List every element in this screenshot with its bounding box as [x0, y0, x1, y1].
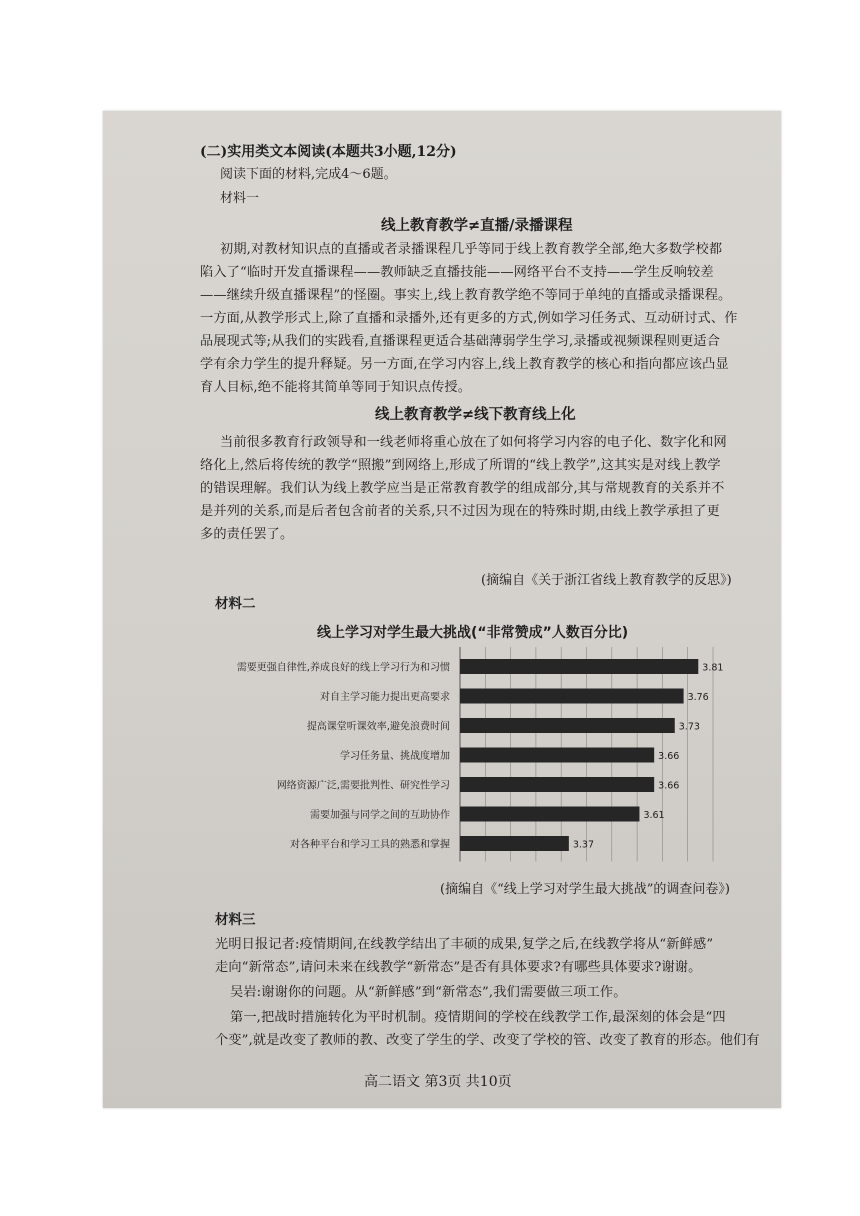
chart-title: 线上学习对学生最大挑战(“非常赞成”人数百分比) [317, 625, 629, 641]
bar-value-label: 3.76 [687, 692, 709, 703]
bar [460, 718, 675, 733]
page-footer: 高二语文 第3页 共10页 [364, 1074, 512, 1090]
text-line: 陷入了“临时开发直播课程——教师缺乏直播技能——网络平台不支持——学生反响较差 [200, 265, 714, 280]
category-label: 提高课堂听课效率,避免浪费时间 [306, 721, 450, 733]
material1-source: (摘编自《关于浙江省线上教育教学的反思》) [481, 573, 732, 588]
exam-page [103, 111, 781, 1108]
section-header: (二)实用类文本阅读(本题共3小题,12分) [200, 144, 457, 160]
category-label: 需要更强自律性,养成良好的线上学习行为和习惯 [236, 662, 450, 674]
material3-paragraph2: 吴岩:谢谢你的问题。从“新鲜感”到“新常态”,我们需要做三项工作。 [230, 985, 627, 1000]
category-label: 对自主学习能力提出更高要求 [320, 692, 450, 703]
text-line: 个变”,就是改变了教师的教、改变了学生的学、改变了学校的管、改变了教育的形态。他们有 [215, 1033, 760, 1048]
text-line: 一方面,从教学形式上,除了直播和录播外,还有更多的方式,例如学习任务式、互动研讨式、作 [200, 311, 738, 326]
text-line: 走向“新常态”,请问未来在线教学“新常态”是否有具体要求?有哪些具体要求?谢谢。 [215, 960, 702, 975]
bar [460, 807, 639, 822]
bar-value-label: 3.66 [658, 751, 680, 762]
category-label: 学习任务量、挑战度增加 [340, 751, 450, 762]
material2-source: (摘编自《“线上学习对学生最大挑战”的调查问卷》) [440, 882, 730, 897]
bar-value-label: 3.61 [643, 810, 665, 821]
text-line: 品展现式等;从我们的实践看,直播课程更适合基础薄弱学生学习,录播或视频课程则更适合 [200, 334, 721, 349]
category-label: 网络资源广泛,需要批判性、研究性学习 [276, 780, 450, 792]
text-line: ——继续升级直播课程”的怪圈。事实上,线上教育教学绝不等同于单纯的直播或录播课程。 [200, 288, 732, 303]
bar-value-label: 3.81 [702, 662, 724, 674]
category-label: 对各种平台和学习工具的熟悉和掌握 [290, 839, 450, 851]
instruction-text: 阅读下面的材料,完成4～6题。 [220, 167, 397, 182]
text-line: 育人目标,绝不能将其简单等同于知识点传授。 [200, 380, 472, 395]
bar [460, 689, 684, 704]
bar [460, 748, 654, 763]
bar [460, 777, 654, 792]
text-line: 的错误理解。我们认为线上教学应当是正常教育教学的组成部分,其与常规教育的关系并不 [200, 481, 725, 496]
chart-plot [103, 641, 781, 871]
text-line: 初期,对教材知识点的直播或者录播课程几乎等同于线上教育教学全部,绝大多数学校都 [220, 242, 723, 257]
bar [460, 836, 569, 851]
text-line: 当前很多教育行政领导和一线老师将重心放在了如何将学习内容的电子化、数字化和网 [220, 435, 727, 450]
text-line: 多的责任罢了。 [200, 527, 294, 542]
material3-label: 材料三 [215, 912, 256, 928]
text-line: 第一,把战时措施转化为平时机制。疫情期间的学校在线教学工作,最深刻的体会是“四 [230, 1010, 726, 1025]
text-line: 络化上,然后将传统的教学“照搬”到网络上,形成了所谓的“线上教学”,这其实是对线上教学 [200, 458, 721, 473]
category-label: 需要加强与同学之间的互助协作 [310, 810, 450, 821]
text-line: 是并列的关系,而是后者包含前者的关系,只不过因为现在的特殊时期,由线上教学承担了更 [200, 504, 720, 519]
text-line: 光明日报记者:疫情期间,在线教学结出了丰硕的成果,复学之后,在线教学将从“新鲜感” [215, 937, 714, 952]
text-line: 学有余力学生的提升释疑。另一方面,在学习内容上,线上教育教学的核心和指向都应该凸显 [200, 357, 729, 372]
bar-value-label: 3.73 [678, 721, 700, 733]
material1-label: 材料一 [220, 191, 260, 206]
bar [460, 659, 698, 674]
material1-heading2: 线上教育教学≠线下教育线上化 [375, 406, 576, 423]
material2-label: 材料二 [215, 596, 256, 612]
material1-heading1: 线上教育教学≠直播/录播课程 [381, 217, 573, 234]
bar-value-label: 3.37 [572, 839, 595, 851]
bar-value-label: 3.66 [658, 780, 680, 792]
